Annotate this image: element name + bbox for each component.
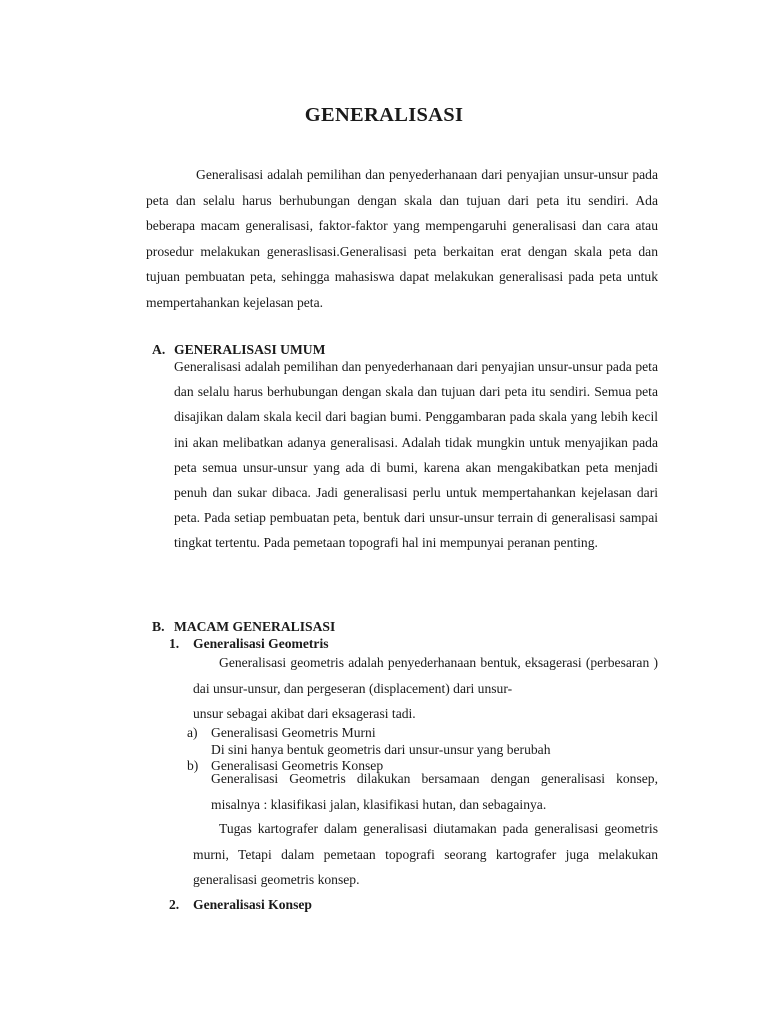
page-title: GENERALISASI bbox=[304, 104, 464, 126]
section-a-marker: A. bbox=[152, 342, 166, 357]
item-1-heading: Generalisasi Geometris bbox=[193, 636, 329, 651]
section-a-heading: GENERALISASI UMUM bbox=[174, 342, 326, 357]
geometris-body: Generalisasi geometris adalah penyederhanaan bentuk, eksagerasi (perbesaran ) dai unsur-unsur, dan pergeseran (displacement) dari unsur- bbox=[193, 655, 658, 696]
item-1-marker: 1. bbox=[169, 636, 180, 651]
sub-b-label: Generalisasi Geometris Konsep bbox=[211, 758, 384, 773]
geometris-body-last-line: unsur sebagai akibat dari eksagerasi tadi. bbox=[193, 706, 416, 721]
sub-a-body: Di sini hanya bentuk geometris dari unsur-unsur yang berubah bbox=[211, 742, 551, 757]
sub-a-label: Generalisasi Geometris Murni bbox=[211, 725, 376, 740]
sub-b-body: Generalisasi Geometris dilakukan bersamaan dengan generalisasi konsep, misalnya : klasifikasi jalan, klasifikasi hutan, dan sebagainya. bbox=[211, 771, 658, 812]
section-a-body: Generalisasi adalah pemilihan dan penyederhanaan dari penyajian unsur-unsur pada peta dan selalu harus berhubungan dengan skala dan tujuan dari peta itu sendiri. Semua peta disajikan dalam skala kecil dari bagian bumi. Penggambaran pada skala yang lebih kecil ini akan melibatkan adanya generalisasi. Adalah tidak mungkin untuk menyajikan pada peta semua unsur-unsur yang ada di bumi, karena akan mengakibatkan peta menjadi penuh dan sukar dibaca. Jadi generalisasi perlu untuk mempertahankan kejelasan dari peta. Pada setiap pembuatan peta, bentuk dari unsur-unsur terrain di generalisasi sampai tingkat tertentu. Pada pemetaan topografi hal ini mempunyai peranan penting. bbox=[174, 359, 658, 551]
item-2-marker: 2. bbox=[169, 897, 180, 912]
intro-paragraph: Generalisasi adalah pemilihan dan penyederhanaan dari penyajian unsur-unsur pada peta dan selalu harus berhubungan dengan skala dan tujuan dari peta itu sendiri. Ada beberapa macam generalisasi, faktor-faktor yang mempengaruhi generalisasi dan cara atau prosedur melakukan generaslisasi.Generalisasi peta berkaitan erat dengan skala peta dan tujuan pembuatan peta, sehingga mahasiswa dapat melakukan generalisasi pada peta untuk mempertahankan kejelasan peta. bbox=[146, 167, 658, 310]
item-2-heading: Generalisasi Konsep bbox=[193, 897, 312, 912]
section-b-heading: MACAM GENERALISASI bbox=[174, 619, 336, 634]
sub-b-marker: b) bbox=[187, 758, 199, 773]
tugas-paragraph: Tugas kartografer dalam generalisasi diutamakan pada generalisasi geometris murni, Tetapi dalam pemetaan topografi seorang kartografer juga melakukan generalisasi geometris konsep. bbox=[193, 821, 658, 888]
section-b-marker: B. bbox=[152, 619, 165, 634]
sub-a-marker: a) bbox=[187, 725, 198, 740]
